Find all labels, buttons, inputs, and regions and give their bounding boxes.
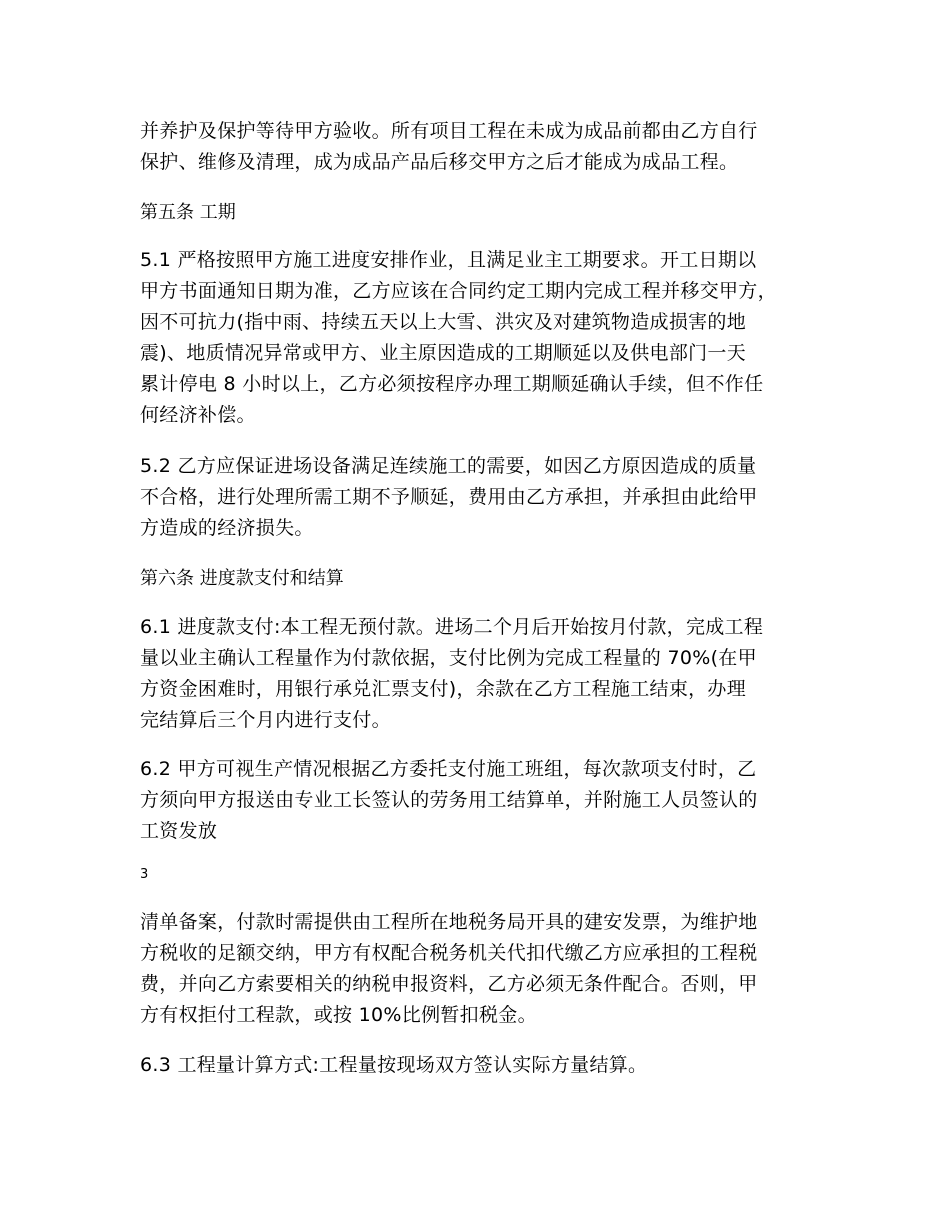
paragraph-6-1 <box>140 612 830 736</box>
text-line: 方税收的足额交纳，甲方有权配合税务机关代扣代缴乙方应承担的工程税 <box>140 942 758 964</box>
heading-text: 第五条 工期 <box>140 202 236 223</box>
text-line: 甲方书面通知日期为准，乙方应该在合同约定工期内完成工程并移交甲方， <box>140 280 777 302</box>
text-line: 不合格，进行处理所需工期不予顺延，费用由乙方承担，并承担由此给甲 <box>140 486 758 508</box>
text-line: 清单备案，付款时需提供由工程所在地税务局开具的建安发票，为维护地 <box>140 911 758 933</box>
text-line: 量以业主确认工程量作为付款依据，支付比例为完成工程量的 70%(在甲 <box>140 647 757 669</box>
text-line: 完结算后三个月内进行支付。 <box>140 709 391 731</box>
text-line: 保护、维修及清理，成为成品产品后移交甲方之后才能成为成品工程。 <box>140 151 739 173</box>
paragraph-6-2 <box>140 754 830 847</box>
text-line: 工资发放 <box>140 820 218 842</box>
page-number: 3 <box>140 867 149 882</box>
text-line: 5.2 乙方应保证进场设备满足连续施工的需要，如因乙方原因造成的质量 <box>140 455 757 477</box>
paragraph-5-2 <box>140 451 830 544</box>
paragraph-completion-protection <box>140 116 830 178</box>
paragraph-5-1 <box>140 245 830 431</box>
text-line: 累计停电 8 小时以上，乙方必须按程序办理工期顺延确认手续，但不作任 <box>140 373 764 395</box>
text-line: 5.1 严格按照甲方施工进度安排作业，且满足业主工期要求。开工日期以 <box>140 249 757 271</box>
section-heading-article-5 <box>140 199 236 227</box>
text-line: 费，并向乙方索要相关的纳税申报资料，乙方必须无条件配合。否则，甲 <box>140 973 758 995</box>
text-line: 方须向甲方报送由专业工长签认的劳务用工结算单，并附施工人员签认的 <box>140 789 758 811</box>
text-line: 震)、地质情况异常或甲方、业主原因造成的工期顺延以及供电部门一天 <box>140 342 747 364</box>
text-line: 6.1 进度款支付:本工程无预付款。进场二个月后开始按月付款，完成工程 <box>140 616 764 638</box>
heading-text: 第六条 进度款支付和结算 <box>140 568 344 589</box>
text-line: 并养护及保护等待甲方验收。所有项目工程在未成为成品前都由乙方自行 <box>140 120 758 142</box>
text-line: 方有权拒付工程款，或按 10%比例暂扣税金。 <box>140 1004 537 1026</box>
text-line: 方造成的经济损失。 <box>140 517 314 539</box>
text-line: 6.2 甲方可视生产情况根据乙方委托支付施工班组，每次款项支付时，乙 <box>140 758 757 780</box>
text-line: 方资金困难时，用银行承兑汇票支付)，余款在乙方工程施工结束，办理 <box>140 678 747 700</box>
paragraph-6-3 <box>140 1050 830 1081</box>
text-line: 何经济补偿。 <box>140 404 256 426</box>
paragraph-6-2-continued <box>140 907 830 1031</box>
section-heading-article-6 <box>140 565 344 593</box>
text-line: 因不可抗力(指中雨、持续五天以上大雪、洪灾及对建筑物造成损害的地 <box>140 311 747 333</box>
text-line: 6.3 工程量计算方式:工程量按现场双方签认实际方量结算。 <box>140 1054 648 1076</box>
